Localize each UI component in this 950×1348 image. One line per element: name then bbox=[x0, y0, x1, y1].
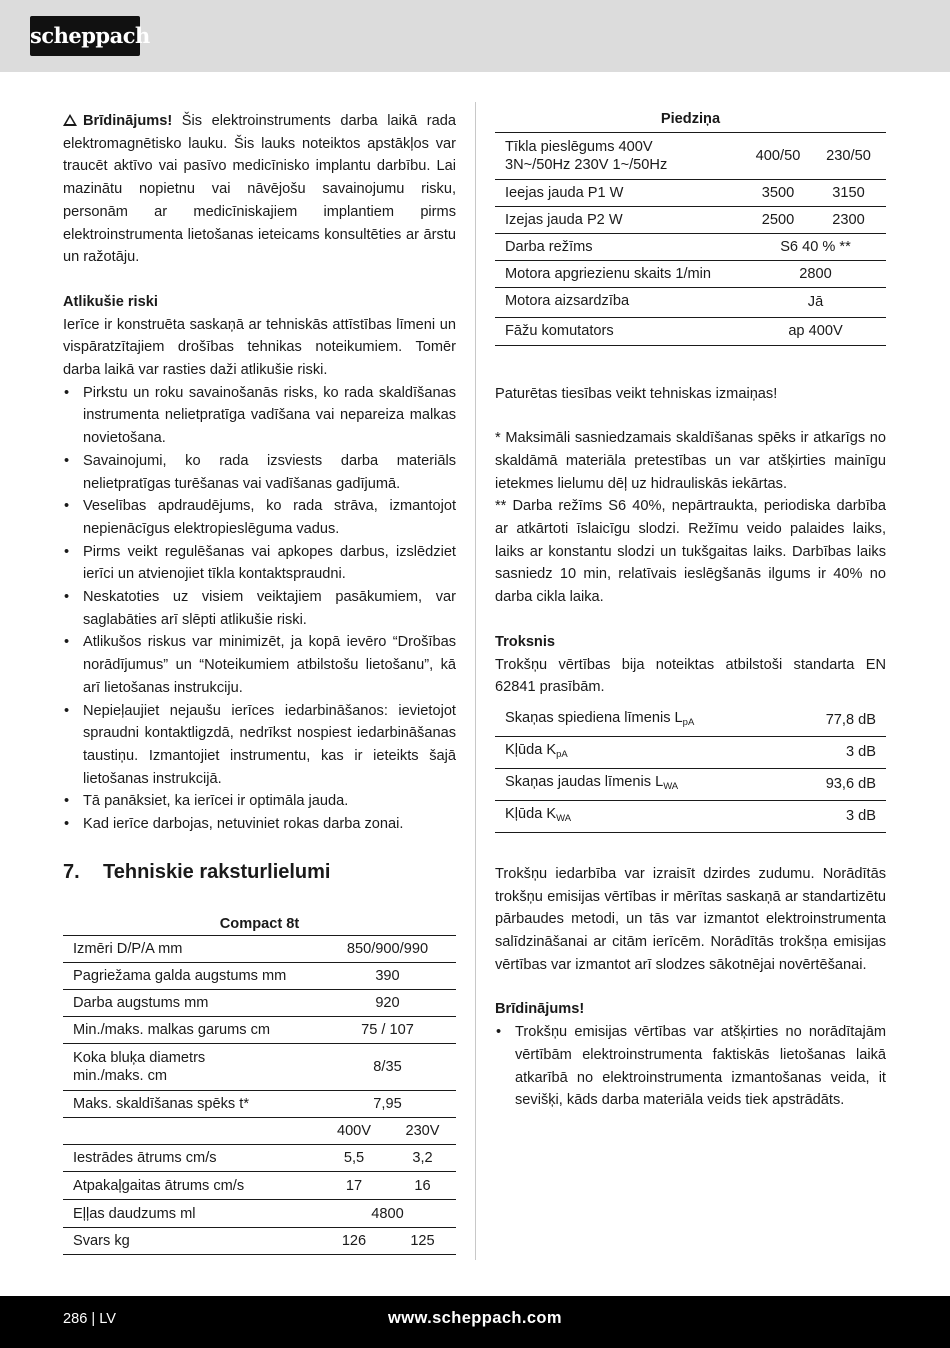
table-row bbox=[495, 133, 886, 179]
table-row bbox=[63, 1091, 456, 1118]
footnote-force: * Maksimāli sasniedzamais skaldīšanas spēks ir atkarīgs no skaldāmā materiāla pretestības un var atšķirties mainīgu ietekmes lielumu dēļ uz hidrauliskās iekārtas. bbox=[495, 430, 886, 492]
residual-risks-heading: Atlikušie riski bbox=[63, 293, 158, 310]
spec-label bbox=[63, 1118, 319, 1145]
list-item: • Trokšņu emisijas vērtības var atšķirties no norādītajām vērtībām elektroinstrumenta faktiskās lietošanas laikā atkarībā no elektroinstrumenta izmantošanas veida, it sevišķi, kāds darba materiāla veids tiek apstrādāts. bbox=[495, 1021, 886, 1112]
specs-table bbox=[63, 936, 456, 1256]
drive-label: Motora aizsardzība bbox=[495, 287, 745, 317]
noise-table bbox=[495, 705, 886, 833]
spec-value: 850/900/990 bbox=[319, 936, 456, 963]
warning-text: Šis elektroinstruments darba laikā rada elektromagnētisko lauku. Šis lauks noteiktos apstākļos var traucēt aktīvo vai pasīvo medicīnisko implantu darbību. Lai mazinātu nopietnu vai nāvējošu savainojumu risku, personām ar medicīniskajiem implantiem pirms elektroinstrumenta lietošanas ieteicams konsultēties ar ārstu un ražotāju. bbox=[63, 113, 456, 266]
noise-value: 3 dB bbox=[785, 800, 886, 832]
warning-triangle-icon bbox=[63, 114, 77, 126]
table-row bbox=[495, 260, 886, 287]
list-item: • Nepieļaujiet nejaušu ierīces iedarbināšanos: ievietojot spraudni kontaktligzdā, nedrīkst nospiest iedarbināšanas taustiņu. Izmantojiet instrumentu, kas ir ieteikts šajā lietošanas instrukcijā. bbox=[63, 700, 456, 791]
list-item: • Neskatoties uz visiem veiktajiem pasākumiem, var saglabāties arī slēpti atlikušie riski. bbox=[63, 586, 456, 631]
footer-bar bbox=[0, 1296, 950, 1348]
drive-value: S6 40 % ** bbox=[745, 233, 886, 260]
drive-value: 2500 bbox=[745, 206, 811, 233]
table-row bbox=[495, 705, 886, 737]
spec-value: 4800 bbox=[319, 1200, 456, 1228]
table-row bbox=[495, 800, 886, 832]
noise-heading: Troksnis bbox=[495, 633, 556, 650]
drive-value: Jā bbox=[745, 287, 886, 317]
drive-value: 2800 bbox=[745, 260, 886, 287]
spec-value: 75 / 107 bbox=[319, 1017, 456, 1044]
spec-label: Koka bluķa diametrs min./maks. cm bbox=[63, 1044, 319, 1091]
spec-label: Min./maks. malkas garums cm bbox=[63, 1017, 319, 1044]
list-item: • Kad ierīce darbojas, netuviniet rokas darba zonai. bbox=[63, 813, 456, 836]
table-row bbox=[63, 1172, 456, 1200]
spec-value: 7,95 bbox=[319, 1091, 456, 1118]
spec-value: 16 bbox=[389, 1172, 456, 1200]
table-row bbox=[63, 1044, 456, 1091]
spec-label: Darba augstums mm bbox=[63, 990, 319, 1017]
right-column bbox=[495, 106, 886, 1112]
spec-value: 125 bbox=[389, 1228, 456, 1255]
spec-value: 5,5 bbox=[319, 1145, 389, 1172]
specs-table-block bbox=[63, 913, 456, 1256]
spec-label: Maks. skaldīšanas spēks t* bbox=[63, 1091, 319, 1118]
list-item: • Veselības apdraudējums, ko rada strāva, izmantojot nepienācīgus elektropieslēguma vadus. bbox=[63, 495, 456, 540]
left-column bbox=[63, 110, 456, 1255]
drive-value: ap 400V bbox=[745, 317, 886, 345]
spec-value: 920 bbox=[319, 990, 456, 1017]
noise-value: 3 dB bbox=[785, 736, 886, 768]
noise-intro: Trokšņu vērtības bija noteiktas atbilstoši standarta EN 62841 prasībām. bbox=[495, 656, 886, 696]
section-title: Tehniskie raksturlielumi bbox=[103, 860, 331, 883]
list-item: • Pirms veikt regulēšanas vai apkopes darbus, izslēdziet ierīci un atvienojiet tīkla kontaktspraudni. bbox=[63, 541, 456, 586]
drive-label: Tīkla pieslēgums 400V 3N~/50Hz 230V 1~/50Hz bbox=[495, 133, 745, 179]
table-row bbox=[63, 1228, 456, 1255]
spec-value: 17 bbox=[319, 1172, 389, 1200]
table-row bbox=[495, 736, 886, 768]
list-item: • Atlikušos riskus var minimizēt, ja kopā ievēro “Drošības norādījumus” un “Noteikumiem atbilstošu lietošanu”, kā arī lietošanas instrukciju. bbox=[63, 631, 456, 699]
spec-value: 400V bbox=[319, 1118, 389, 1145]
section-heading bbox=[63, 858, 456, 886]
table-row bbox=[63, 990, 456, 1017]
spec-label: Izmēri D/P/A mm bbox=[63, 936, 319, 963]
table-row bbox=[63, 1200, 456, 1228]
table-row bbox=[63, 1145, 456, 1172]
scheppach-logo: scheppach bbox=[30, 16, 140, 56]
drive-value: 230/50 bbox=[811, 133, 886, 179]
drive-table-block bbox=[495, 106, 886, 346]
drive-label: Darba režīms bbox=[495, 233, 745, 260]
table-row bbox=[63, 963, 456, 990]
column-divider bbox=[475, 102, 476, 1260]
list-item: • Pirkstu un roku savainošanās risks, ko rada skaldīšanas instrumenta nelietpratīga vadīšana vai nepareiza malkas novietošana. bbox=[63, 382, 456, 450]
noise-label: Kļūda $K_{WA}$ bbox=[495, 800, 785, 832]
spec-label: Atpakaļgaitas ātrums cm/s bbox=[63, 1172, 319, 1200]
drive-value: 400/50 bbox=[745, 133, 811, 179]
spec-value: 126 bbox=[319, 1228, 389, 1255]
drive-label: Fāžu komutators bbox=[495, 317, 745, 345]
drive-label: Izejas jauda P2 W bbox=[495, 206, 745, 233]
list-item: • Savainojumi, ko rada izsviests darba materiāls nelietpratīgas turēšanas vai vadīšanas gadījumā. bbox=[63, 450, 456, 495]
noise-label: Kļūda $K_{pA}$ bbox=[495, 736, 785, 768]
table-row bbox=[63, 1118, 456, 1145]
noise-value: 77,8 dB bbox=[785, 705, 886, 737]
table-row bbox=[63, 936, 456, 963]
noise-label: Skaņas jaudas līmenis $L_{WA}$ bbox=[495, 768, 785, 800]
spec-value: 8/35 bbox=[319, 1044, 456, 1091]
specs-table-title: Compact 8t bbox=[63, 913, 456, 936]
website-url: www.scheppach.com bbox=[388, 1309, 562, 1327]
em-field-warning bbox=[63, 110, 456, 269]
spec-label: Iestrādes ātrums cm/s bbox=[63, 1145, 319, 1172]
list-item: • Tā panāksiet, ka ierīcei ir optimāla jauda. bbox=[63, 790, 456, 813]
spec-value: 230V bbox=[389, 1118, 456, 1145]
table-row bbox=[495, 317, 886, 345]
table-row bbox=[495, 179, 886, 206]
noise-label: Skaņas spiediena līmenis $L_{pA}$ bbox=[495, 705, 785, 737]
drive-value: 3150 bbox=[811, 179, 886, 206]
spec-label: Pagriežama galda augstums mm bbox=[63, 963, 319, 990]
residual-risks-list bbox=[63, 382, 456, 836]
rights-reserved: Paturētas tiesības veikt tehniskas izmaiņas! bbox=[495, 385, 778, 402]
table-row bbox=[495, 206, 886, 233]
table-row bbox=[495, 233, 886, 260]
drive-table-title: Piedziņa bbox=[495, 106, 886, 133]
spec-value: 390 bbox=[319, 963, 456, 990]
drive-table bbox=[495, 133, 886, 346]
spec-label: Svars kg bbox=[63, 1228, 319, 1255]
drive-value: 3500 bbox=[745, 179, 811, 206]
drive-value: 2300 bbox=[811, 206, 886, 233]
warning2-list bbox=[495, 1021, 886, 1112]
warning-label: Brīdinājums! bbox=[83, 113, 173, 129]
header-band bbox=[0, 0, 950, 72]
noise-text: Trokšņu iedarbība var izraisīt dzirdes zudumu. Norādītās trokšņu emisijas vērtības ir mērītas saskaņā ar standartizētu pārbaudes metodi, un tās var izmantot elektroinstrumenta salīdzināšanai ar citām ierīcēm. Norādītās trokšņa emisijas vērtības var izmantot arī slodzes sākotnējai novērtēšanai. bbox=[495, 865, 886, 973]
drive-label: Ieejas jauda P1 W bbox=[495, 179, 745, 206]
warning2-heading: Brīdinājums! bbox=[495, 1001, 585, 1018]
spec-value: 3,2 bbox=[389, 1145, 456, 1172]
table-row bbox=[63, 1017, 456, 1044]
table-row bbox=[495, 768, 886, 800]
footnote-duty-cycle: ** Darba režīms S6 40%, nepārtraukta, periodiska darbība ar atkārtoti īslaicīgu slodzi. Režīmu veido palaides laiks, laiks ar konstantu slodzi un tukšgaitas laiks. Darbības laiks sasniedz 10 min, relatīvais ieslēgšanās ilgums ir 40% no darba cikla laika. bbox=[495, 498, 886, 606]
page-number: 286 | LV bbox=[63, 1311, 117, 1327]
spec-label: Eļļas daudzums ml bbox=[63, 1200, 319, 1228]
noise-value: 93,6 dB bbox=[785, 768, 886, 800]
section-number: 7. bbox=[63, 860, 80, 883]
table-row bbox=[495, 287, 886, 317]
residual-risks-intro: Ierīce ir konstruēta saskaņā ar tehniskās attīstības līmeni un vispāratzītajiem drošības tehnikas noteikumiem. Tomēr darba laikā var rasties daži atlikušie riski. bbox=[63, 316, 456, 379]
drive-label: Motora apgriezienu skaits 1/min bbox=[495, 260, 745, 287]
